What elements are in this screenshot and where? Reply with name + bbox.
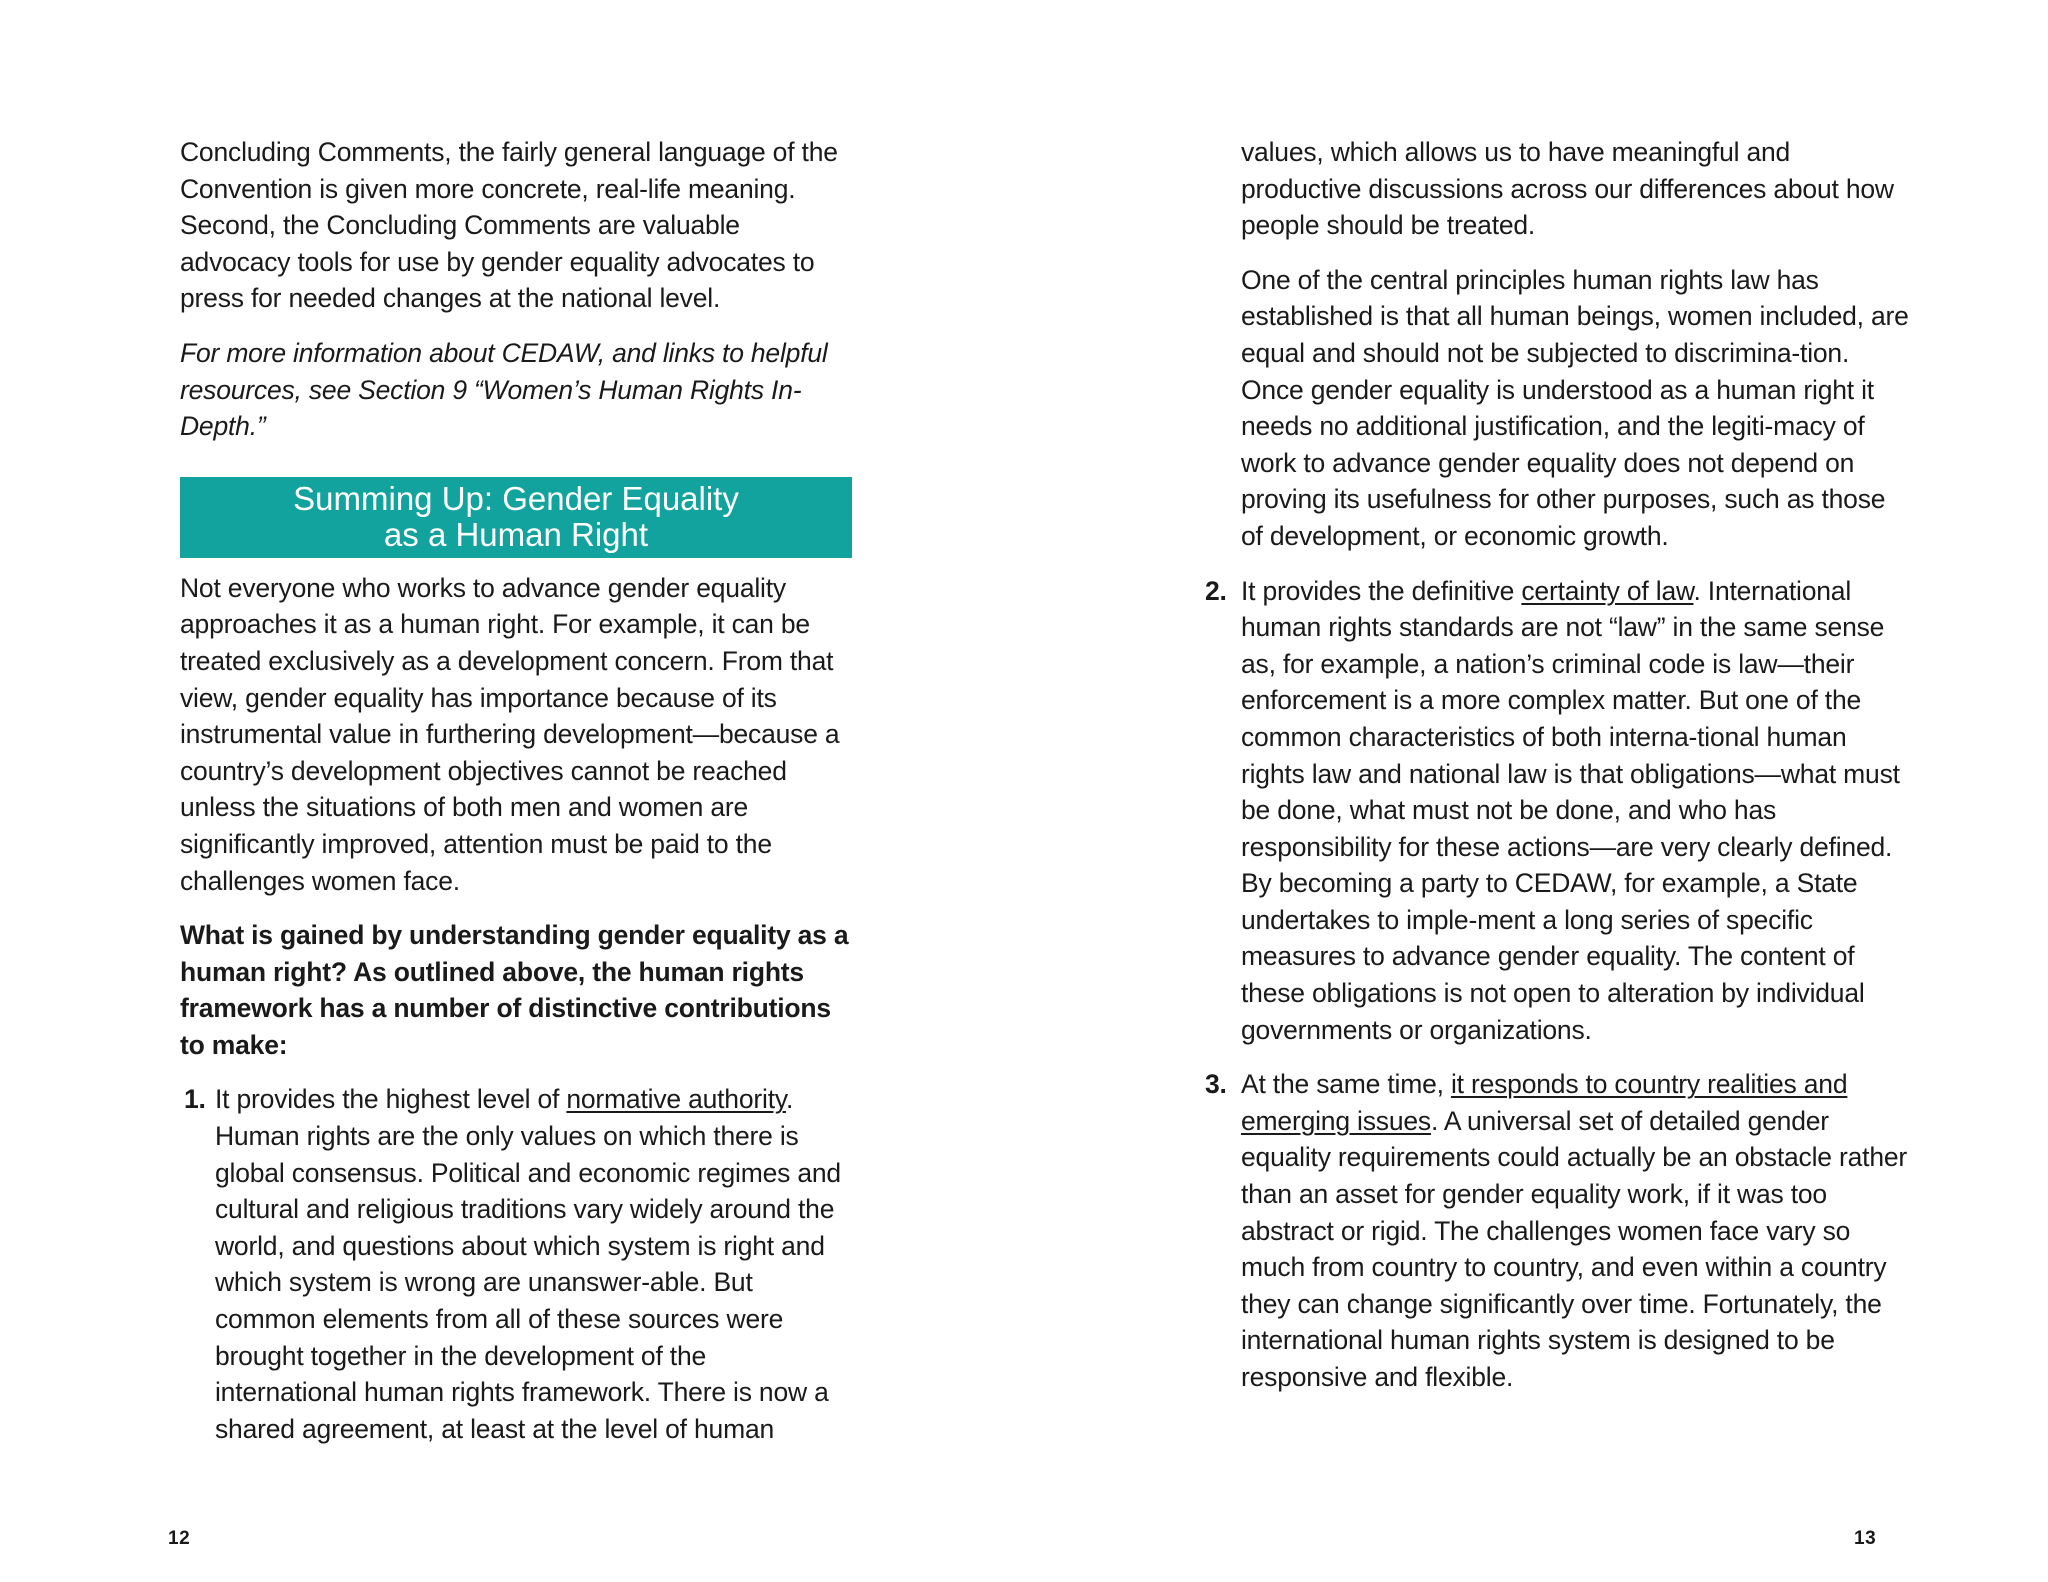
section-header bbox=[180, 477, 852, 558]
list-item-1 bbox=[180, 1081, 852, 1447]
normative-authority-term: normative authority bbox=[566, 1084, 786, 1115]
section-header-line-2: as a Human Right bbox=[383, 515, 649, 553]
list-item-number: 1. bbox=[184, 1084, 206, 1115]
list-item-3 bbox=[1205, 1066, 1913, 1395]
list-item-lead: It provides the definitive bbox=[1241, 575, 1522, 606]
country-realities-term: it responds to country realities and emerging issues bbox=[1241, 1069, 1848, 1136]
list-item-lead: At the same time, bbox=[1241, 1069, 1451, 1100]
list-item-number: 2. bbox=[1205, 575, 1227, 606]
question-paragraph: What is gained by understanding gender equality as a human right? As outlined above, the human rights framework has a number of distinctive contributions to make: bbox=[180, 920, 849, 1060]
certainty-of-law-term: certainty of law bbox=[1521, 575, 1694, 606]
list-item-lead: It provides the highest level of bbox=[215, 1084, 567, 1115]
page-number-right: 13 bbox=[1854, 1528, 1877, 1549]
list-item-text: . International human rights standards are not “law” in the same sense as, for example, a nation’s criminal code is law—their enforcement is a more complex matter. But one of the common characteristics of both interna-tional human rights law and national law is that obligations—what must be done, what must not be done, and who has responsibility for these actions—are very clearly defined. By becoming a party to CEDAW, for example, a State undertakes to imple-ment a long series of specific measures to advance gender equality. The content of these obligations is not open to alteration by individual governments or organizations. bbox=[1241, 575, 1900, 1045]
list-item-text: . Human rights are the only values on which there is global consensus. Political and economic regimes and cultural and religious traditions vary widely around the world, and questions about which system is right and which system is wrong are unanswer-able. But common elements from all of these sources were brought together in the development of the international human rights framework. There is now a shared agreement, at least at the level of human bbox=[215, 1084, 841, 1444]
intro-paragraph: Concluding Comments, the fairly general language of the Convention is given more concrete, real-life meaning. Second, the Concluding Comments are valuable advocacy tools for use by gender equality advocates to press for needed changes at the national level. bbox=[180, 137, 838, 314]
page-number-left: 12 bbox=[168, 1528, 191, 1549]
list-item-2 bbox=[1205, 573, 1913, 1049]
development-paragraph: Not everyone who works to advance gender equality approaches it as a human right. For example, it can be treated exclusively as a development concern. From that view, gender equality has importance because of its instrumental value in furthering development—because a country’s development objectives cannot be reached unless the situations of both men and women are significantly improved, attention must be paid to the challenges women face. bbox=[180, 572, 840, 896]
list-item-text: . A universal set of detailed gender equality requirements could actually be an obstacle rather than an asset for gender equality work, if it was too abstract or rigid. The challenges women face vary so much from country to country, and even within a country they can change significantly over time. Fortunately, the international human rights system is designed to be responsive and flexible. bbox=[1241, 1105, 1908, 1392]
continued-paragraph: values, which allows us to have meaningful and productive discussions across our differences about how people should be treated. bbox=[1241, 137, 1894, 241]
right-page bbox=[1024, 0, 2048, 1582]
left-text-column bbox=[180, 134, 852, 1465]
section-header-line-1: Summing Up: Gender Equality bbox=[293, 479, 739, 517]
list-item-number: 3. bbox=[1205, 1069, 1227, 1100]
right-text-column bbox=[1205, 134, 1913, 1414]
central-principles-paragraph: One of the central principles human rights law has established is that all human beings, women included, are equal and should not be subjected to discrimina-tion. Once gender equality is understood as a human right it needs no additional justification, and the legiti-macy of work to advance gender equality does not depend on proving its usefulness for other purposes, such as those of development, or economic growth. bbox=[1241, 264, 1909, 551]
more-info-paragraph: For more information about CEDAW, and links to helpful resources, see Section 9 “Women’s Human Rights In-Depth.” bbox=[180, 337, 828, 442]
